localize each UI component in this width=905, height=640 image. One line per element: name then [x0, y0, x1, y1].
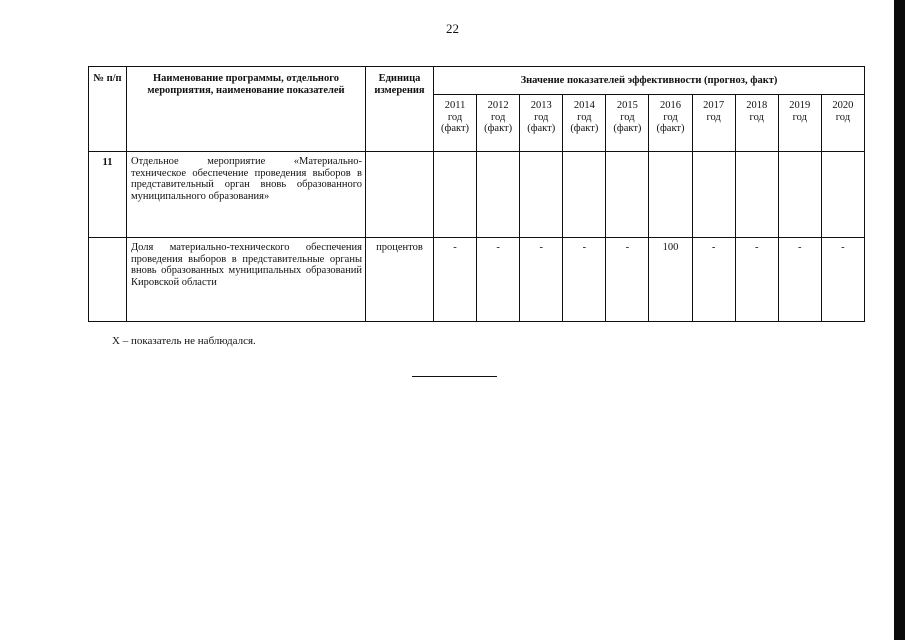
value-2015: -: [606, 238, 649, 322]
closing-rule: [412, 376, 497, 377]
year-unit: год: [620, 111, 635, 123]
value-2017: -: [692, 238, 735, 322]
value-2017: [692, 152, 735, 238]
row-name: Доля материально-технического обеспечения проведения выборов в представительные органы вновь образованных муниципальных образований Кировской области: [127, 238, 366, 322]
footnote: Х – показатель не наблюдался.: [112, 335, 256, 347]
value-2014: -: [563, 238, 606, 322]
header-year-2018: [735, 95, 778, 152]
year-label: 2016: [660, 100, 682, 111]
year-kind: (факт): [656, 123, 685, 134]
row-number: [89, 238, 127, 322]
value-2018: -: [735, 238, 778, 322]
header-year-2019: [778, 95, 821, 152]
value-2016: [649, 152, 692, 238]
year-unit: год: [663, 111, 678, 123]
row-number: 11: [89, 152, 127, 238]
table-row: [89, 238, 865, 322]
year-unit: год: [706, 111, 721, 123]
year-unit: год: [577, 111, 592, 123]
year-label: 2011: [444, 100, 466, 111]
row-name: Отдельное мероприятие «Материально-техническое обеспечение проведения выборов в представительный орган вновь образованного муниципального образования»: [127, 152, 366, 238]
value-2011: [434, 152, 477, 238]
indicators-table: [88, 66, 865, 322]
year-unit: год: [835, 111, 851, 123]
value-2015: [606, 152, 649, 238]
value-2014: [563, 152, 606, 238]
year-unit: год: [749, 111, 764, 123]
year-unit: год: [792, 111, 807, 123]
year-label: 2013: [530, 100, 552, 111]
year-label: 2012: [487, 100, 509, 111]
value-2012: -: [477, 238, 520, 322]
header-year-2020: [821, 95, 864, 152]
value-2019: [778, 152, 821, 238]
year-label: 2018: [746, 100, 768, 111]
value-2016: 100: [649, 238, 692, 322]
header-name: Наименование программы, отдельного мероприятия, наименование показателей: [127, 67, 366, 152]
value-2013: -: [520, 238, 563, 322]
value-2012: [477, 152, 520, 238]
header-year-2013: [520, 95, 563, 152]
value-2019: -: [778, 238, 821, 322]
header-year-2017: [692, 95, 735, 152]
page-number: 22: [446, 21, 459, 36]
year-label: 2020: [832, 100, 854, 111]
year-unit: год: [447, 111, 463, 123]
year-kind: (факт): [570, 123, 599, 134]
header-year-2015: [606, 95, 649, 152]
year-kind: (факт): [613, 123, 642, 134]
year-kind: (факт): [484, 123, 513, 134]
value-2013: [520, 152, 563, 238]
year-unit: год: [490, 111, 506, 123]
header-values-group: Значение показателей эффективности (прогноз, факт): [434, 67, 865, 95]
header-unit: Единица измерения: [366, 67, 434, 152]
header-year-2011: [434, 95, 477, 152]
year-label: 2019: [789, 100, 811, 111]
row-unit: процентов: [366, 238, 434, 322]
row-unit: [366, 152, 434, 238]
year-label: 2015: [616, 100, 638, 111]
header-year-2016: [649, 95, 692, 152]
year-label: 2017: [703, 100, 725, 111]
header-year-2012: [477, 95, 520, 152]
table-row: [89, 152, 865, 238]
header-number: № п/п: [89, 67, 127, 152]
value-2020: -: [821, 238, 864, 322]
year-kind: (факт): [527, 123, 556, 134]
value-2020: [821, 152, 864, 238]
header-year-2014: [563, 95, 606, 152]
year-kind: (факт): [441, 123, 470, 134]
value-2011: -: [434, 238, 477, 322]
year-unit: год: [534, 111, 549, 123]
value-2018: [735, 152, 778, 238]
scan-edge: [894, 0, 905, 640]
year-label: 2014: [573, 100, 595, 111]
